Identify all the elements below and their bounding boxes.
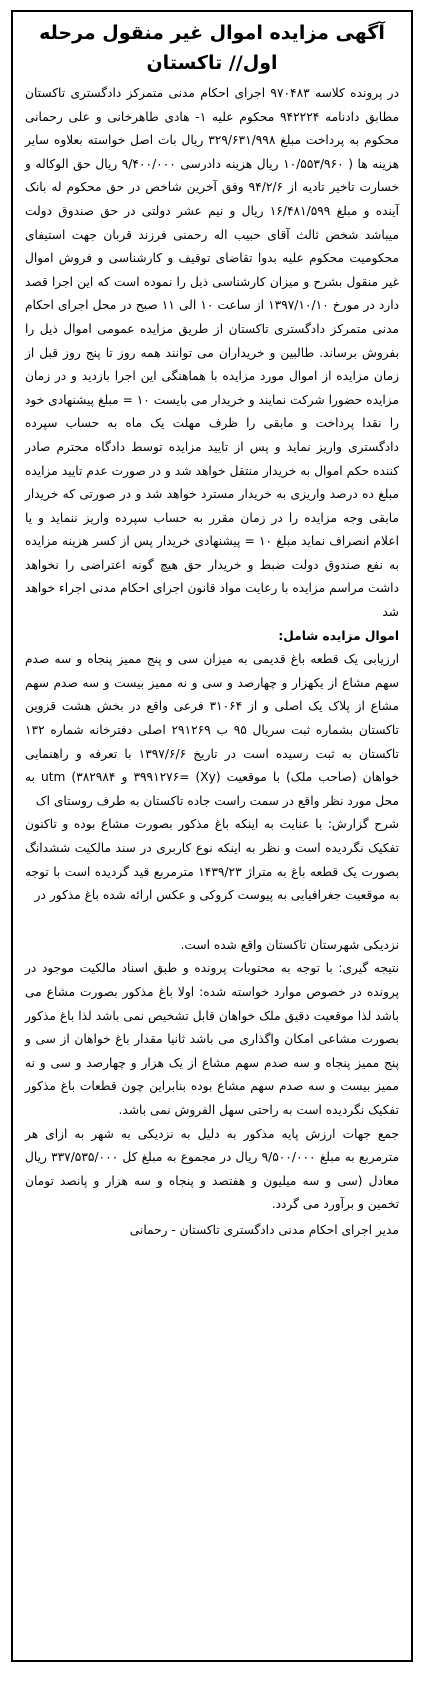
column-gap [25,908,399,934]
report-paragraph: شرح گزارش: با عنایت به اینکه باغ مذکور بصورت مشاع بوده و تاکنون تفکیک نگردیده است و نظر به اینکه نوع کاربری در سند مالکیت ششدانگ بصورت یک قطعه باغ به متراژ ۱۴۳۹/۲۳ مترمربع قید گردیده است با توجه به موقعیت جغرافیایی به پیوست کروکی و عکس ارائه شده باغ مذکور در [25,817,399,903]
valuation-paragraph: جمع جهات ارزش پایه مذکور به دلیل به نزدیکی به شهر به ازای هر مترمربع به مبلغ ۹/۵۰۰/۰۰۰ ریال در مجموع به مبلغ کل ۳۳۷/۵۳۵/۰۰۰ ریال معادل (سی و سه میلیون و هفتصد و پنجاه و سه هزار و پانصد تومان تخمین و برآورد می گردد. [25,1126,399,1212]
title-line-2: اول// تاکستان [146,52,278,74]
appraisal-paragraph: ارزیابی یک قطعه باغ قدیمی به میزان سی و پنج ممیز پنجاه و سه صدم سهم مشاع از یکهزار و چهارصد و سی و نه ممیز بیست و سه صدم سهم مشاع از پلاک یک اصلی و از ۳۱۰۶۴ فرعی واقع در بخش هشت قزوین تاکستان بشماره ثبت سریال ۹۵ ب ۲۹۱۲۶۹ اصلی دفترخانه شماره ۱۳۲ تاکستان به ثبت رسیده است در تاریخ ۱۳۹۷/۶/۶ با تعرفه و راهنمایی خواهان (صاحب ملک) با موقعیت (Xy) =۳۹۹۱۲۷۶ و ۳۸۲۹۸۴) utm به محل مورد نظر واقع در سمت راست جاده تاکستان به طرف روستای اک [25,652,400,808]
intro-paragraph: در پرونده کلاسه ۹۷۰۴۸۳ اجرای احکام مدنی متمرکز دادگستری تاکستان مطابق دادنامه ۹۴۲۲۲۴ محکوم علیه ۱- هادی طاهرخانی و علی رحمانی محکوم به پرداخت مبلغ ۳۲۹/۶۳۱/۹۹۸ ریال بات اصل خواسته بعلاوه سایر هزینه ها ( ۱۰/۵۵۳/۹۶۰ ریال هزینه دادرسی ۹/۴۰۰/۰۰۰ ریال حق الوکاله و خسارت تاخیر تادیه از ۹۴/۲/۶ وفق آخرین شاخص در حق محکوم له بانک آینده و مبلغ ۱۶/۴۸۱/۵۹۹ ریال و نیم عشر دولتی در حق صندوق دولت میباشد شخص ثالث آقای حبیب اله رحمنی فرزند قربان جهت استیفای محکومیت محکوم علیه بدوا تقاضای توقیف و کارشناسی و فروش اموال غیر منقول بشرح و میزان کارشناسی ذیل را نموده است که این اجرا قصد دارد در مورخ ۱۳۹۷/۱۰/۱۰ از ساعت ۱۰ الی ۱۱ صبح در محل اجرای احکام مدنی متمرکز دادگستری تاکستان از طریق مزایده عمومی اموال ذیل را بفروش برساند. طالبین و خریداران می توانند همه روز تا پنج روز قبل از زمان مزایده از اموال مورد مزایده با هماهنگی این اجرا بازدید و در زمان مزایده حضورا شرکت نمایند و خریدار می بایست ۱۰ = مبلغ پیشنهادی خود را نقدا پرداخت و مابقی را ظرف مهلت یک ماه به حساب سپرده دادگستری واریز نماید و پس از تایید مزایده توسط دادگاه محترم صادر کننده حکم اموال به خریدار منتقل خواهد شد و در صورت عدم تایید مزایده مبلغ ده درصد واریزی به خریدار مسترد خواهد شد و در صورتی که خریدار مابقی وجه مزایده را در زمان مقرر به حساب سپرده واریز ننماید و یا اعلام انصراف نماید مبلغ ۱۰ = پیشنهادی خریدار پس از کسر هزینه مزایده به نفع صندوق دولت ضبط و خریدار حق هیچ گونه اعتراضی را نخواهد داشت مراسم مزایده با رعایت مواد قانون اجرای احکام مدنی اجراء خواهد شد [25,86,400,620]
conclusion-paragraph: نتیجه گیری: با توجه به محتویات پرونده و طبق اسناد مالکیت موجود در پرونده در خصوص موارد خواسته شده: اولا باغ مذکور بصورت مشاع می باشد لذا موقعیت دقیق ملک خواهان قابل تشخیص نمی باشد لذا باغ مذکور بصورت مشاعی امکان واگذاری می باشد ثانیا مقدار باغ خواهان از سی و پنج ممیز پنجاه و سه صدم سهم مشاع از یک هزار و چهارصد و سی و نه ممیز بیست و سه صدم سهم مشاع بوده بنابراین چون قطعات باغ مذکور تفکیک نگردیده است به راحتی سهل الفروش نمی باشد. [25,961,399,1117]
location-paragraph: نزدیکی شهرستان تاکستان واقع شده است. [180,937,399,952]
title-line-1: آگهی مزایده اموال غیر منقول مرحله [39,22,385,44]
items-heading: اموال مزایده شامل: [278,628,399,643]
auction-notice [11,10,413,1662]
notice-title [25,18,399,78]
signature-line: مدیر اجرای احکام مدنی دادگستری تاکستان - رحمانی [129,1222,399,1237]
